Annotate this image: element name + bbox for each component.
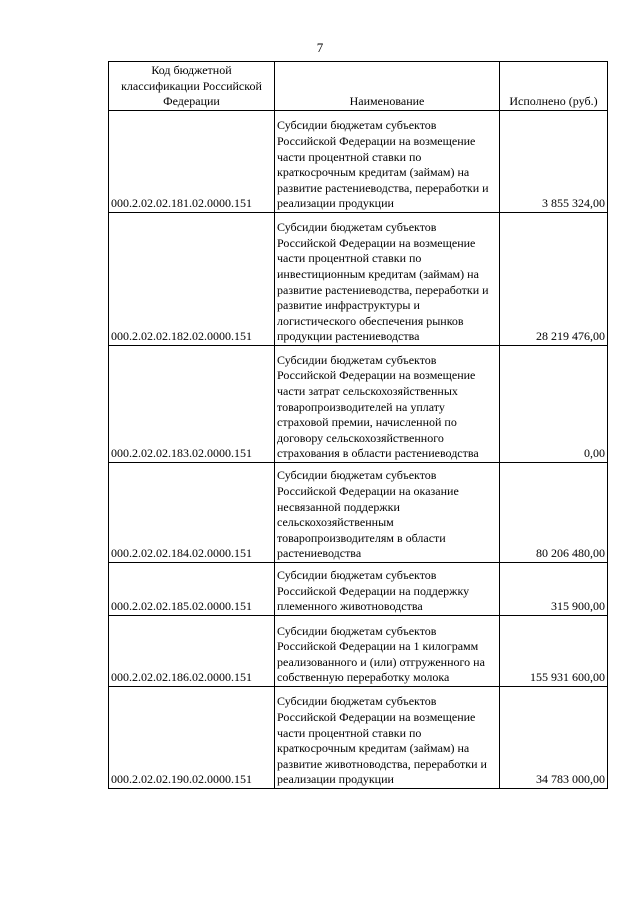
row-budget-code: 000.2.02.02.184.02.0000.151 bbox=[109, 463, 275, 563]
budget-execution-table bbox=[108, 61, 608, 789]
row-executed-amount: 0,00 bbox=[500, 346, 608, 463]
page-number: 7 bbox=[316, 40, 324, 55]
row-executed-amount: 34 783 000,00 bbox=[500, 687, 608, 789]
row-name: Субсидии бюджетам субъектов Российской Федерации на возмещение части процентной ставки по краткосрочным кредитам (займам) на развитие растениеводства, переработки и реализации продукции bbox=[275, 111, 500, 213]
table-row bbox=[109, 687, 608, 789]
table-row bbox=[109, 346, 608, 463]
row-name: Субсидии бюджетам субъектов Российской Федерации на поддержку племенного животноводства bbox=[275, 563, 500, 616]
table-row bbox=[109, 563, 608, 616]
header-budget-code: Код бюджетной классификации Российской Федерации bbox=[109, 62, 275, 111]
row-budget-code: 000.2.02.02.186.02.0000.151 bbox=[109, 616, 275, 687]
table-row bbox=[109, 616, 608, 687]
header-name: Наименование bbox=[275, 62, 500, 111]
header-executed-amount: Исполнено (руб.) bbox=[500, 62, 608, 111]
row-budget-code: 000.2.02.02.190.02.0000.151 bbox=[109, 687, 275, 789]
row-name: Субсидии бюджетам субъектов Российской Федерации на возмещение части процентной ставки по краткосрочным кредитам (займам) на развитие животноводства, переработки и реализации продукции bbox=[275, 687, 500, 789]
table-row bbox=[109, 213, 608, 346]
row-executed-amount: 28 219 476,00 bbox=[500, 213, 608, 346]
table-body bbox=[109, 111, 608, 789]
row-executed-amount: 3 855 324,00 bbox=[500, 111, 608, 213]
row-name: Субсидии бюджетам субъектов Российской Федерации на возмещение части процентной ставки по инвестиционным кредитам (займам) на развитие растениеводства, переработки и развитие инфраструктуры и логистического обеспечения рынков продукции растениеводства bbox=[275, 213, 500, 346]
row-budget-code: 000.2.02.02.182.02.0000.151 bbox=[109, 213, 275, 346]
table-header bbox=[109, 62, 608, 111]
row-budget-code: 000.2.02.02.183.02.0000.151 bbox=[109, 346, 275, 463]
table-row bbox=[109, 463, 608, 563]
row-budget-code: 000.2.02.02.181.02.0000.151 bbox=[109, 111, 275, 213]
table-row bbox=[109, 111, 608, 213]
row-budget-code: 000.2.02.02.185.02.0000.151 bbox=[109, 563, 275, 616]
row-name: Субсидии бюджетам субъектов Российской Федерации на 1 килограмм реализованного и (или) отгруженного на собственную переработку молока bbox=[275, 616, 500, 687]
row-name: Субсидии бюджетам субъектов Российской Федерации на оказание несвязанной поддержки сельскохозяйственным товаропроизводителям в области растениеводства bbox=[275, 463, 500, 563]
row-executed-amount: 315 900,00 bbox=[500, 563, 608, 616]
row-executed-amount: 80 206 480,00 bbox=[500, 463, 608, 563]
row-name: Субсидии бюджетам субъектов Российской Федерации на возмещение части затрат сельскохозяйственных товаропроизводителей на уплату страховой премии, начисленной по договору сельскохозяйственного страхования в области растениеводства bbox=[275, 346, 500, 463]
row-executed-amount: 155 931 600,00 bbox=[500, 616, 608, 687]
